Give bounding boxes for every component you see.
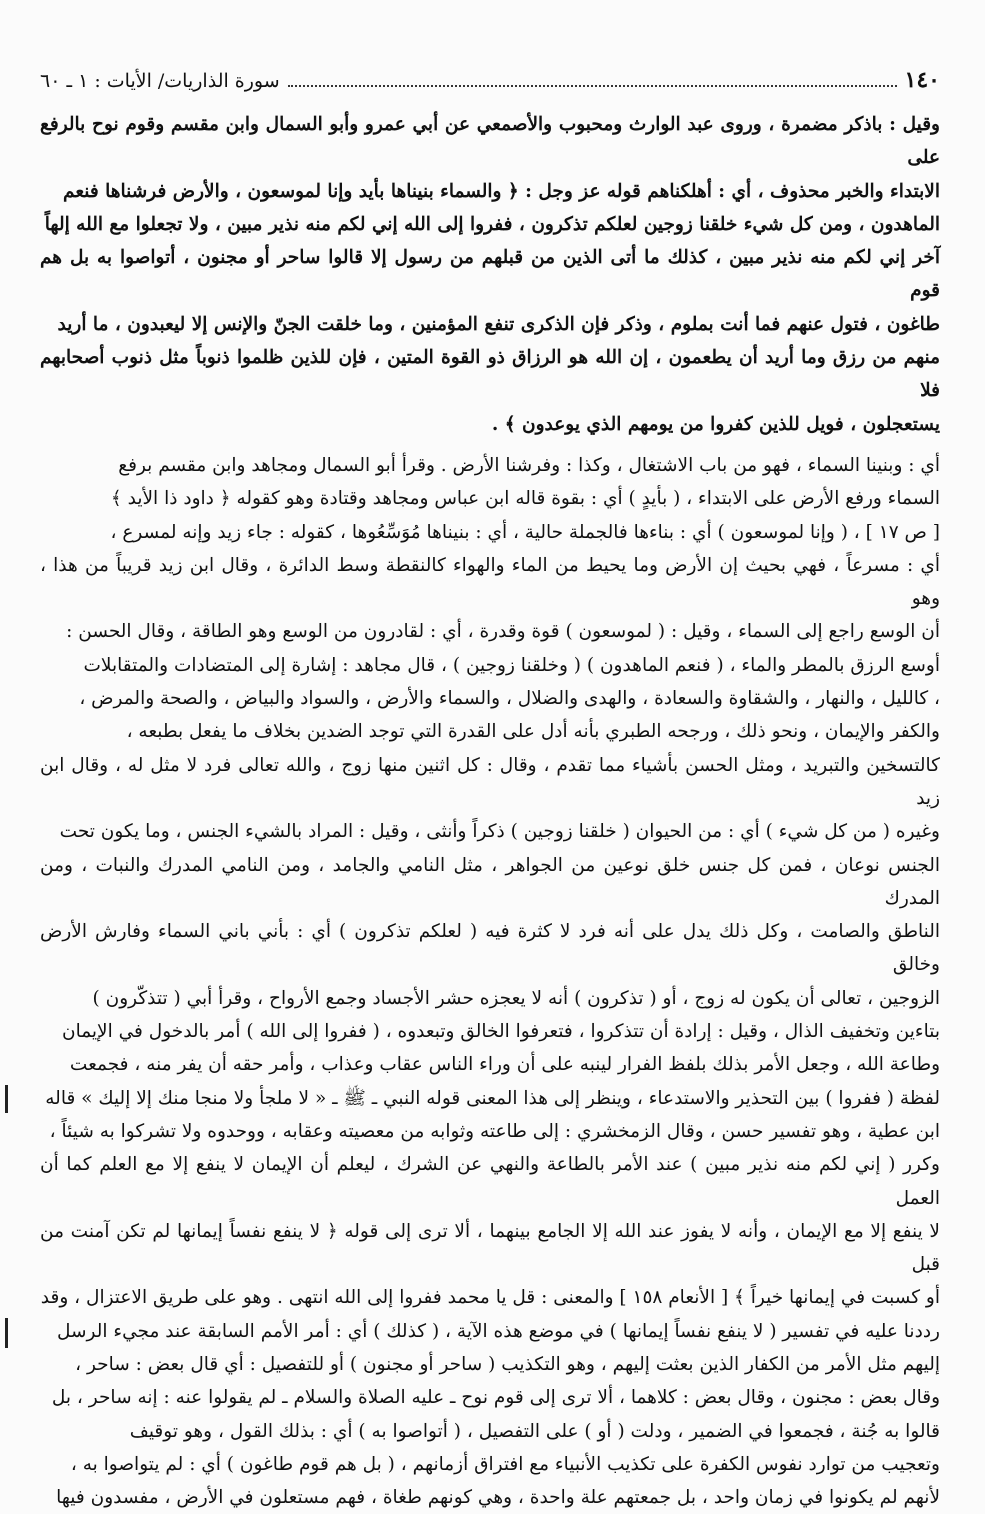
commentary-line: لفظة ( ففروا ) بين التحذير والاستدعاء ، وينظر إلى هذا المعنى قوله النبي ـ ﷺ ـ « لا ملجأ ولا منجا منك إلا إليك » قاله [45,1087,940,1109]
commentary-line: وغيره ( من كل شيء ) أي : من الحيوان ( خلقنا زوجين ) ذكراً وأنثى ، وقيل : المراد بالشيء الجنس ، وما يكون تحت [59,821,940,843]
commentary-line: وتعجيب من توارد نفوس الكفرة على تكذيب الأنبياء مع افتراق أزمانهم ، ( بل هم قوم طاغون ) أي : لم يتواصوا به ، [70,1453,940,1475]
commentary-line: لا ينفع إلا مع الإيمان ، وأنه لا يفوز عند الله إلا الجامع بينهما ، ألا ترى إلى قوله ﴿ لا ينفع نفساً إيمانها لم تكن آمنت من قبل [40,1220,940,1276]
verse-line: آخر إني لكم منه نذير مبين ، كذلك ما أتى الذين من قبلهم من رسول إلا قالوا ساحر أو مجنون ، أتواصوا به بل هم قوم [40,247,940,302]
commentary-line: والكفر والإيمان ، ونحو ذلك ، ورجحه الطبري بأنه أدل على القدرة التي توجد الضدين بخلاف ما يفعل بطبعه ، [126,721,940,743]
commentary-line: رددنا عليه في تفسير ( لا ينفع نفساً إيمانها ) في موضع هذه الآية ، ( كذلك ) أي : أمر الأمم السابقة عند مجيء الرسل [57,1320,940,1342]
commentary-line: وطاعة الله ، وجعل الأمر بذلك بلفظ الفرار لينبه على أن وراء الناس عقاب وعذاب ، وأمر حقه أن يفر منه ، فجمعت [69,1054,940,1076]
commentary-line: السماء ورفع الأرض على الابتداء ، ( بأيدٍ ) أي : بقوة قاله ابن عباس ومجاهد وقتادة وهو كقوله ﴿ داود ذا الأيد ﴾ [110,488,940,510]
commentary-line: إليهم مثل الأمر من الكفار الذين بعثت إليهم ، وهو التكذيب ( ساحر أو مجنون ) أو للتفصيل : أي قال بعض : ساحر ، [75,1353,940,1375]
verse-line: يستعجلون ، فويل للذين كفروا من يومهم الذي يوعدون ﴾ . [491,413,940,435]
page [40,60,940,1514]
scan-edge-mark [5,1085,8,1113]
commentary-line: أو كسبت في إيمانها خيراً ﴾ [ الأنعام ١٥٨ ] والمعنى : قل يا محمد ففروا إلى الله انتهى . وهو على طريق الاعتزال ، وقد [40,1287,940,1309]
commentary-line: لأنهم لم يكونوا في زمان واحد ، بل جمعتهم علة واحدة ، وهي كونهم طغاة ، فهم مستعلون في الأرض ، مفسدون فيها [56,1487,940,1509]
commentary-line: ، كالليل ، والنهار ، والشقاوة والسعادة ، والهدى والضلال ، والسماء والأرض ، والسواد والبياض ، والصحة والمرض ، [79,688,940,710]
commentary-line: أي : وبنينا السماء ، فهو من باب الاشتغال ، وكذا : وفرشنا الأرض . وقرأ أبو السمال ومجاهد وابن مقسم برفع [118,454,940,476]
commentary-line: الناطق والصامت ، وكل ذلك يدل على أنه فرد لا كثرة فيه ( لعلكم تذكرون ) أي : بأني باني السماء وفارش الأرض وخالق [40,921,940,976]
commentary-line: بتاءين وتخفيف الذال ، وقيل : إرادة أن تتذكروا ، فتعرفوا الخالق وتبعدوه ، ( ففروا إلى الله ) أمر بالدخول في الإيمان [61,1021,940,1043]
commentary-line: الزوجين ، تعالى أن يكون له زوج ، أو ( تذكرون ) أنه لا يعجزه حشر الأجساد وجمع الأرواح ، وقرأ أبي ( تتذكّرون ) [92,987,940,1009]
commentary-block [40,449,940,1514]
commentary-line: وقال بعض : مجنون ، وقال بعض : كلاهما ، ألا ترى إلى قوم نوح ـ عليه الصلاة والسلام ـ لم يقولوا عنه : إنه ساحر ، بل [51,1387,940,1409]
header-dot-leader [288,63,897,87]
commentary-line: وكرر ( إني لكم منه نذير مبين ) عند الأمر بالطاعة والنهي عن الشرك ، ليعلم أن الإيمان لا ينفع إلا مع العلم كما أن العمل [40,1154,940,1209]
page-number: ١٤٠ [904,67,940,93]
scan-edge-mark [5,1318,8,1348]
quranic-verses-block [40,108,940,441]
commentary-line: ابن عطية ، وهو تفسير حسن ، وقال الزمخشري : إلى طاعته وثوابه من معصيته وعقابه ، ووحدوه ولا تشركوا به شيئاً ، [49,1120,940,1142]
commentary-line: كالتسخين والتبريد ، ومثل الحسن بأشياء مما تقدم ، وقال : كل اثنين منها زوج ، والله تعالى فرد لا مثل له ، وقال ابن زيد [40,754,940,809]
commentary-line: أي : مسرعاً ، فهي بحيث إن الأرض وما يحيط من الماء والهواء كالنقطة وسط الدائرة ، وقال ابن زيد قريباً من هذا ، وهو [40,554,940,610]
verse-line: وقيل : باذكر مضمرة ، وروى عبد الوارث ومحبوب والأصمعي عن أبي عمرو وأبو السمال وابن مقسم وقوم نوح بالرفع على [40,114,940,169]
verse-line: منهم من رزق وما أريد أن يطعمون ، إن الله هو الرزاق ذو القوة المتين ، فإن للذين ظلموا ذنوباً مثل ذنوب أصحابهم فلا [40,347,940,402]
verse-line: الابتداء والخبر محذوف ، أي : أهلكناهم قوله عز وجل : ﴿ والسماء بنيناها بأيد وإنا لموسعون ، والأرض فرشناها فنعم [63,180,940,202]
verse-line: الماهدون ، ومن كل شيء خلقنا زوجين لعلكم تذكرون ، ففروا إلى الله إني لكم منه نذير مبين ، ولا تجعلوا مع الله إلهاً [44,213,940,235]
commentary-line: قالوا به جُنة ، فجمعوا في الضمير ، ودلت ( أو ) على التفصيل ، ( أتواصوا به ) أي : بذلك القول ، وهو توقيف [129,1420,940,1442]
verse-line: طاغون ، فتول عنهم فما أنت بملوم ، وذكر فإن الذكرى تنفع المؤمنين ، وما خلقت الجنّ والإنس إلا ليعبدون ، ما أريد [57,313,940,335]
commentary-line: [ ص ١٧ ] ، ( وإنا لموسعون ) أي : بناءها فالجملة حالية ، أي : بنيناها مُوَسِّعُوها ، كقوله : جاء زيد وإنه لمسرع ، [110,521,940,543]
commentary-line: الجنس نوعان ، فمن كل جنس خلق نوعين من الجواهر ، مثل النامي والجامد ، ومن النامي المدرك والنبات ، ومن المدرك [40,854,940,909]
page-header [40,60,940,100]
commentary-line: أن الوسع راجع إلى السماء ، وقيل : ( لموسعون ) قوة وقدرة ، أي : لقادرون من الوسع وهو الطاقة ، وقال الحسن : [66,621,940,643]
running-title: سورة الذاريات/ الأيات : ١ ـ ٦٠ [40,70,280,92]
commentary-line: أوسع الرزق بالمطر والماء ، ( فنعم الماهدون ) ( وخلقنا زوجين ) ، قال مجاهد : إشارة إلى المتضادات والمتقابلات [83,654,940,676]
